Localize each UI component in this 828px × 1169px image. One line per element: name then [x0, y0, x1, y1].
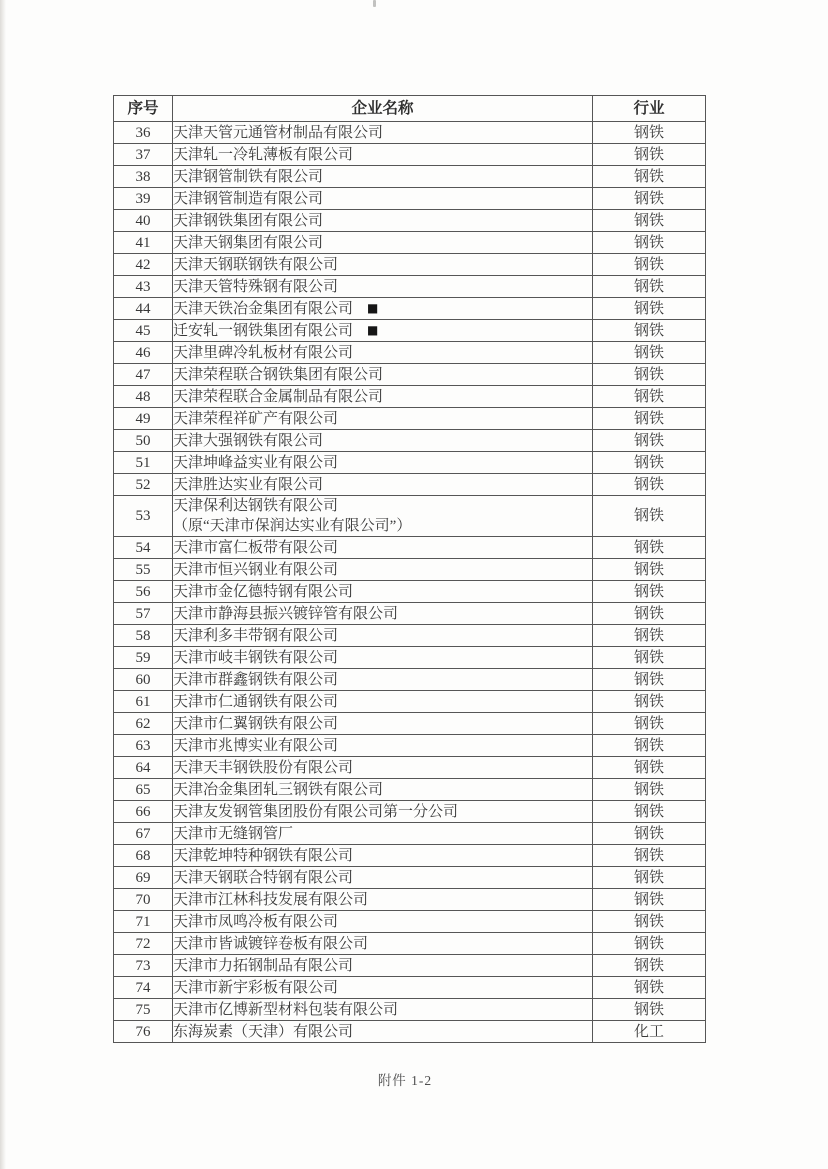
industry-label: 钢铁: [593, 691, 706, 713]
company-name: 天津市岐丰钢铁有限公司: [173, 649, 339, 666]
industry-label: 钢铁: [593, 801, 706, 823]
industry-label: 钢铁: [593, 320, 706, 342]
table-row: [114, 691, 706, 713]
table-row: [114, 955, 706, 977]
industry-label: 钢铁: [593, 625, 706, 647]
serial-number: 50: [114, 430, 173, 452]
table-row: [114, 342, 706, 364]
industry-label: 钢铁: [593, 867, 706, 889]
company-name: 天津友发钢管集团股份有限公司第一分公司: [173, 803, 459, 820]
industry-label: 化工: [593, 1021, 706, 1043]
table-row: [114, 232, 706, 254]
industry-label: 钢铁: [593, 779, 706, 801]
company-name: 天津市皆诚镀锌卷板有限公司: [173, 935, 369, 952]
industry-label: 钢铁: [593, 188, 706, 210]
industry-label: 钢铁: [593, 977, 706, 999]
company-name: 天津钢管制铁有限公司: [173, 168, 324, 185]
industry-label: 钢铁: [593, 166, 706, 188]
company-name: 天津市静海县振兴镀锌管有限公司: [173, 605, 399, 622]
company-table: [113, 95, 706, 1043]
col-header-serial: 序号: [114, 96, 173, 122]
industry-label: 钢铁: [593, 342, 706, 364]
table-row: [114, 474, 706, 496]
table-row: [114, 647, 706, 669]
company-name: 天津市仁通钢铁有限公司: [173, 693, 339, 710]
serial-number: 70: [114, 889, 173, 911]
table-row: [114, 122, 706, 144]
company-name: 天津市富仁板带有限公司: [173, 539, 339, 556]
table-row: [114, 845, 706, 867]
serial-number: 64: [114, 757, 173, 779]
table-row: [114, 911, 706, 933]
company-name: 天津钢铁集团有限公司: [173, 212, 324, 229]
industry-label: 钢铁: [593, 537, 706, 559]
serial-number: 49: [114, 408, 173, 430]
company-name: 天津市新宇彩板有限公司: [173, 979, 339, 996]
table-row: [114, 254, 706, 276]
industry-label: 钢铁: [593, 911, 706, 933]
serial-number: 41: [114, 232, 173, 254]
industry-label: 钢铁: [593, 232, 706, 254]
table-row: [114, 298, 706, 320]
table-row: [114, 210, 706, 232]
table-row: [114, 559, 706, 581]
table-row: [114, 603, 706, 625]
company-name: 天津市江林科技发展有限公司: [173, 891, 369, 908]
serial-number: 56: [114, 581, 173, 603]
company-name: 天津市凤鸣冷板有限公司: [173, 913, 339, 930]
table-row: [114, 801, 706, 823]
serial-number: 54: [114, 537, 173, 559]
serial-number: 37: [114, 144, 173, 166]
company-name: 天津胜达实业有限公司: [173, 476, 324, 493]
company-name: 天津天丰钢铁股份有限公司: [173, 759, 354, 776]
serial-number: 69: [114, 867, 173, 889]
industry-label: 钢铁: [593, 647, 706, 669]
serial-number: 42: [114, 254, 173, 276]
scan-edge-artifact: [0, 0, 6, 1169]
serial-number: 62: [114, 713, 173, 735]
company-name: 天津市恒兴钢业有限公司: [173, 561, 339, 578]
table-row: [114, 1021, 706, 1043]
company-name: 天津市力拓钢制品有限公司: [173, 957, 354, 974]
industry-label: 钢铁: [593, 144, 706, 166]
table-row: [114, 364, 706, 386]
industry-label: 钢铁: [593, 757, 706, 779]
serial-number: 45: [114, 320, 173, 342]
table-row: [114, 166, 706, 188]
serial-number: 46: [114, 342, 173, 364]
table-row: [114, 144, 706, 166]
table-row: [114, 779, 706, 801]
black-square-marker: ■: [367, 301, 379, 315]
serial-number: 44: [114, 298, 173, 320]
serial-number: 61: [114, 691, 173, 713]
serial-number: 75: [114, 999, 173, 1021]
industry-label: 钢铁: [593, 735, 706, 757]
industry-label: 钢铁: [593, 823, 706, 845]
table-row: [114, 581, 706, 603]
table-row: [114, 276, 706, 298]
industry-label: 钢铁: [593, 452, 706, 474]
industry-label: 钢铁: [593, 474, 706, 496]
table-row: [114, 977, 706, 999]
serial-number: 40: [114, 210, 173, 232]
industry-label: 钢铁: [593, 581, 706, 603]
table-row: [114, 408, 706, 430]
table-row: [114, 823, 706, 845]
industry-label: 钢铁: [593, 496, 706, 537]
table-row: [114, 757, 706, 779]
company-name: 天津坤峰益实业有限公司: [173, 454, 339, 471]
serial-number: 72: [114, 933, 173, 955]
company-name: 天津天钢联钢铁有限公司: [173, 256, 339, 273]
company-former-name: （原“天津市保润达实业有限公司”）: [173, 518, 412, 534]
attachment-footer-label: 附件 1-2: [377, 1073, 433, 1088]
table-row: [114, 999, 706, 1021]
serial-number: 58: [114, 625, 173, 647]
company-name: 天津天铁冶金集团有限公司: [173, 301, 354, 317]
company-name: 天津市亿博新型材料包装有限公司: [173, 1001, 399, 1018]
industry-label: 钢铁: [593, 298, 706, 320]
serial-number: 73: [114, 955, 173, 977]
serial-number: 55: [114, 559, 173, 581]
serial-number: 68: [114, 845, 173, 867]
col-header-industry: 行业: [593, 96, 706, 122]
table-row: [114, 537, 706, 559]
industry-label: 钢铁: [593, 669, 706, 691]
industry-label: 钢铁: [593, 889, 706, 911]
industry-label: 钢铁: [593, 999, 706, 1021]
industry-label: 钢铁: [593, 933, 706, 955]
table-row: [114, 188, 706, 210]
company-name: 天津里碑冷轧板材有限公司: [173, 344, 354, 361]
company-name: 天津荣程祥矿产有限公司: [173, 410, 339, 427]
company-name: 天津天管特殊钢有限公司: [173, 278, 339, 295]
table-row: [114, 867, 706, 889]
table-row: [114, 430, 706, 452]
serial-number: 71: [114, 911, 173, 933]
serial-number: 36: [114, 122, 173, 144]
serial-number: 65: [114, 779, 173, 801]
company-name: 天津荣程联合金属制品有限公司: [173, 388, 384, 405]
table-row: [114, 496, 706, 537]
company-name: 天津轧一冷轧薄板有限公司: [173, 146, 354, 163]
table-row: [114, 889, 706, 911]
industry-label: 钢铁: [593, 603, 706, 625]
company-name: 天津大强钢铁有限公司: [173, 432, 324, 449]
company-name: 天津利多丰带钢有限公司: [173, 627, 339, 644]
serial-number: 74: [114, 977, 173, 999]
serial-number: 43: [114, 276, 173, 298]
company-name: 东海炭素（天津）有限公司: [173, 1023, 354, 1040]
table-header-row: [114, 96, 706, 122]
table-row: [114, 713, 706, 735]
industry-label: 钢铁: [593, 713, 706, 735]
table-row: [114, 669, 706, 691]
company-name: 天津保利达钢铁有限公司: [173, 498, 339, 514]
company-name: 天津天管元通管材制品有限公司: [173, 124, 384, 141]
table-row: [114, 386, 706, 408]
industry-label: 钢铁: [593, 559, 706, 581]
serial-number: 51: [114, 452, 173, 474]
serial-number: 38: [114, 166, 173, 188]
serial-number: 59: [114, 647, 173, 669]
serial-number: 52: [114, 474, 173, 496]
serial-number: 57: [114, 603, 173, 625]
industry-label: 钢铁: [593, 955, 706, 977]
table-row: [114, 933, 706, 955]
serial-number: 66: [114, 801, 173, 823]
serial-number: 53: [114, 496, 173, 537]
company-name: 天津荣程联合钢铁集团有限公司: [173, 366, 384, 383]
company-name: 天津市金亿德特钢有限公司: [173, 583, 354, 600]
company-name: 天津市群鑫钢铁有限公司: [173, 671, 339, 688]
industry-label: 钢铁: [593, 122, 706, 144]
industry-label: 钢铁: [593, 276, 706, 298]
industry-label: 钢铁: [593, 386, 706, 408]
industry-label: 钢铁: [593, 364, 706, 386]
industry-label: 钢铁: [593, 408, 706, 430]
company-name: 迁安轧一钢铁集团有限公司: [173, 323, 354, 339]
company-name: 天津冶金集团轧三钢铁有限公司: [173, 781, 384, 798]
industry-label: 钢铁: [593, 845, 706, 867]
industry-label: 钢铁: [593, 210, 706, 232]
table-row: [114, 452, 706, 474]
industry-label: 钢铁: [593, 430, 706, 452]
table-row: [114, 625, 706, 647]
serial-number: 76: [114, 1021, 173, 1043]
serial-number: 60: [114, 669, 173, 691]
table-row: [114, 320, 706, 342]
col-header-company: 企业名称: [173, 96, 593, 122]
company-name: 天津市无缝钢管厂: [173, 825, 294, 842]
company-name: 天津乾坤特种钢铁有限公司: [173, 847, 354, 864]
serial-number: 63: [114, 735, 173, 757]
company-name: 天津天钢联合特钢有限公司: [173, 869, 354, 886]
company-name: 天津天钢集团有限公司: [173, 234, 324, 251]
table-row: [114, 735, 706, 757]
company-name: 天津市兆博实业有限公司: [173, 737, 339, 754]
company-name: 天津市仁翼钢铁有限公司: [173, 715, 339, 732]
serial-number: 47: [114, 364, 173, 386]
serial-number: 67: [114, 823, 173, 845]
company-name: 天津钢管制造有限公司: [173, 190, 324, 207]
scan-top-artifact: [373, 0, 376, 7]
black-square-marker: ■: [367, 323, 379, 337]
serial-number: 39: [114, 188, 173, 210]
industry-label: 钢铁: [593, 254, 706, 276]
serial-number: 48: [114, 386, 173, 408]
